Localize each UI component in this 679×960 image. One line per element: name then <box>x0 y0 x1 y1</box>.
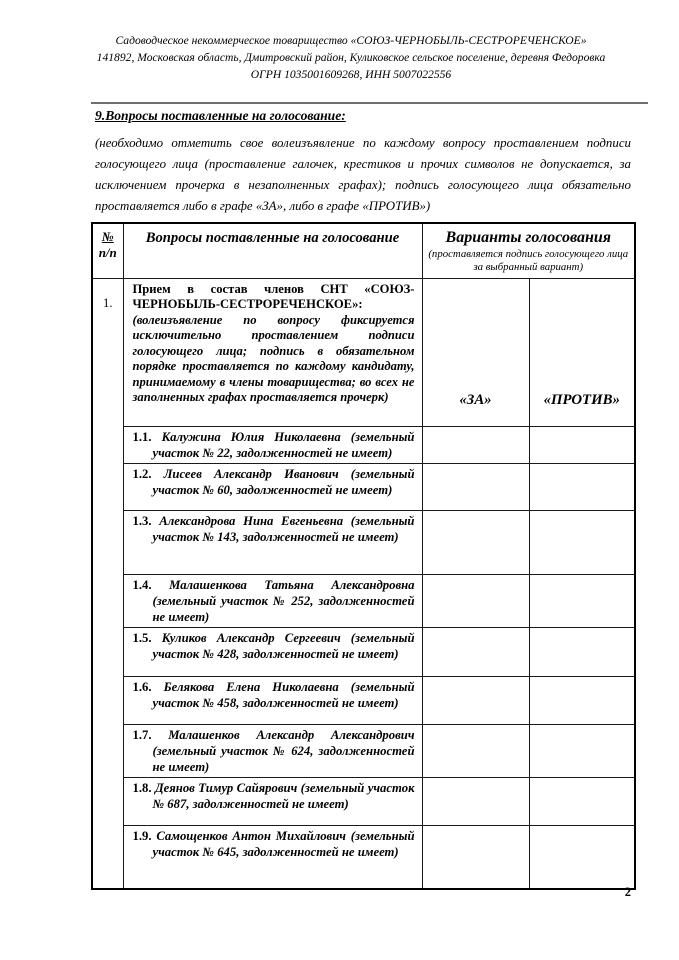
header-divider <box>91 102 648 104</box>
candidate-text-cell <box>123 510 422 574</box>
vote-for-signature-cell[interactable] <box>422 574 529 627</box>
question-1-note-text: (волеизъявление по вопросу фиксируется исключительно проставлением подписи голосующего лица; подпись в обязательном порядке проставляется по каждому кандидату, принимаемому в члены товарищества; во всех не заполненных графах проставляется прочерк) <box>132 312 415 404</box>
question-1-row <box>92 278 635 426</box>
vote-against-label-cell: «ПРОТИВ» <box>529 278 635 426</box>
vote-for-signature-cell[interactable] <box>422 510 529 574</box>
vote-for-signature-cell[interactable] <box>422 724 529 777</box>
vote-for-signature-cell[interactable] <box>422 676 529 724</box>
candidate-row <box>92 574 635 627</box>
candidate-text-cell <box>123 574 422 627</box>
vote-for-signature-cell[interactable] <box>422 463 529 510</box>
candidate-text-cell <box>123 426 422 463</box>
vote-for-signature-cell[interactable] <box>422 825 529 889</box>
question-1-text-cell <box>123 278 422 426</box>
candidate-number: 1.5. <box>132 630 162 645</box>
table-body <box>92 278 635 889</box>
number-sub-label: п/п <box>98 245 117 260</box>
org-registration-numbers: ОГРН 1035001609268, ИНН 5007022556 <box>250 68 452 82</box>
variants-title: Варианты голосования <box>445 229 611 246</box>
candidate-row <box>92 627 635 676</box>
vote-for-signature-cell[interactable] <box>422 627 529 676</box>
candidate-text: Самощенков Антон Михайлович (земельный участок № 645, задолженностей не имеет) <box>152 828 415 859</box>
candidate-text-cell <box>123 724 422 777</box>
vote-against-signature-cell[interactable] <box>529 510 635 574</box>
vote-against-signature-cell[interactable] <box>529 724 635 777</box>
candidate-row <box>92 463 635 510</box>
vote-against-signature-cell[interactable] <box>529 777 635 825</box>
candidate-row <box>92 777 635 825</box>
candidate-number: 1.6. <box>132 679 164 694</box>
candidate-text: Куликов Александр Сергеевич (земельный участок № 428, задолженностей не имеет) <box>152 630 415 661</box>
vote-against-signature-cell[interactable] <box>529 574 635 627</box>
candidate-number: 1.1. <box>132 429 162 444</box>
candidate-number: 1.9. <box>132 828 157 843</box>
candidate-text: Деянов Тимур Сайярович (земельный участок № 687, задолженностей не имеет) <box>152 780 415 811</box>
candidate-row <box>92 676 635 724</box>
candidate-text-cell <box>123 777 422 825</box>
variants-subtitle: (проставляется подпись голосующего лица за выбранный вариант) <box>428 248 629 273</box>
voting-instructions-note: (необходимо отметить свое волеизъявление по каждому вопросу проставлением подписи голосующего лица (проставление галочек, крестиков и прочих символов не допускается, за исключением прочерка в незаполненных графах); подпись голосующего лица обязательно проставляется либо в графе «ЗА», либо в графе «ПРОТИВ») <box>95 136 631 213</box>
candidate-number: 1.7. <box>132 727 169 742</box>
candidate-text-cell <box>123 463 422 510</box>
vote-against-signature-cell[interactable] <box>529 825 635 889</box>
section-heading: 9.Вопросы поставленные на голосование: <box>95 108 346 123</box>
vote-for-label-cell: «ЗА» <box>422 278 529 426</box>
candidate-text: Калужина Юлия Николаевна (земельный участок № 22, задолженностей не имеет) <box>152 429 415 460</box>
voting-table <box>91 222 636 890</box>
org-name: Садоводческое некоммерческое товарищество «СОЮЗ-ЧЕРНОБЫЛЬ-СЕСТРОРЕЧЕНСКОЕ» <box>115 34 587 47</box>
vote-for-signature-cell[interactable] <box>422 777 529 825</box>
vote-against-signature-cell[interactable] <box>529 426 635 463</box>
table-header-row <box>92 223 635 278</box>
question-number-cell: 1. <box>92 278 123 889</box>
column-header-number <box>92 223 123 278</box>
org-address: 141892, Московская область, Дмитровский район, Куликовское сельское поселение, деревня Федоровка <box>96 51 606 65</box>
vote-for-signature-cell[interactable] <box>422 426 529 463</box>
org-header <box>68 32 634 84</box>
page-number: 2 <box>624 885 631 899</box>
candidate-text-cell <box>123 627 422 676</box>
candidate-row <box>92 825 635 889</box>
candidate-row <box>92 510 635 574</box>
vote-against-signature-cell[interactable] <box>529 463 635 510</box>
candidate-text: Лисеев Александр Иванович (земельный участок № 60, задолженностей не имеет) <box>152 466 415 497</box>
candidate-text-cell <box>123 676 422 724</box>
candidate-number: 1.2. <box>132 466 164 481</box>
number-sign-label: № <box>101 229 114 244</box>
candidate-row <box>92 724 635 777</box>
vote-against-signature-cell[interactable] <box>529 676 635 724</box>
candidate-number: 1.8. <box>132 780 155 795</box>
candidate-row <box>92 426 635 463</box>
vote-against-signature-cell[interactable] <box>529 627 635 676</box>
candidate-text: Белякова Елена Николаевна (земельный участок № 458, задолженностей не имеет) <box>152 679 415 710</box>
candidate-number: 1.3. <box>132 513 160 528</box>
question-1-main-text: Прием в состав членов СНТ «СОЮЗ-ЧЕРНОБЫЛЬ-СЕСТРОРЕЧЕНСКОЕ»: <box>132 281 415 311</box>
candidate-text: Малашенкова Татьяна Александровна (земельный участок № 252, задолженностей не имеет) <box>152 577 415 624</box>
candidate-number: 1.4. <box>132 577 170 592</box>
candidate-text: Александрова Нина Евгеньевна (земельный участок № 143, задолженностей не имеет) <box>152 513 415 544</box>
column-header-questions: Вопросы поставленные на голосование <box>123 223 422 278</box>
candidate-text: Малашенков Александр Александрович (земельный участок № 624, задолженностей не имеет) <box>152 727 415 774</box>
column-header-variants <box>422 223 635 278</box>
candidate-text-cell <box>123 825 422 889</box>
